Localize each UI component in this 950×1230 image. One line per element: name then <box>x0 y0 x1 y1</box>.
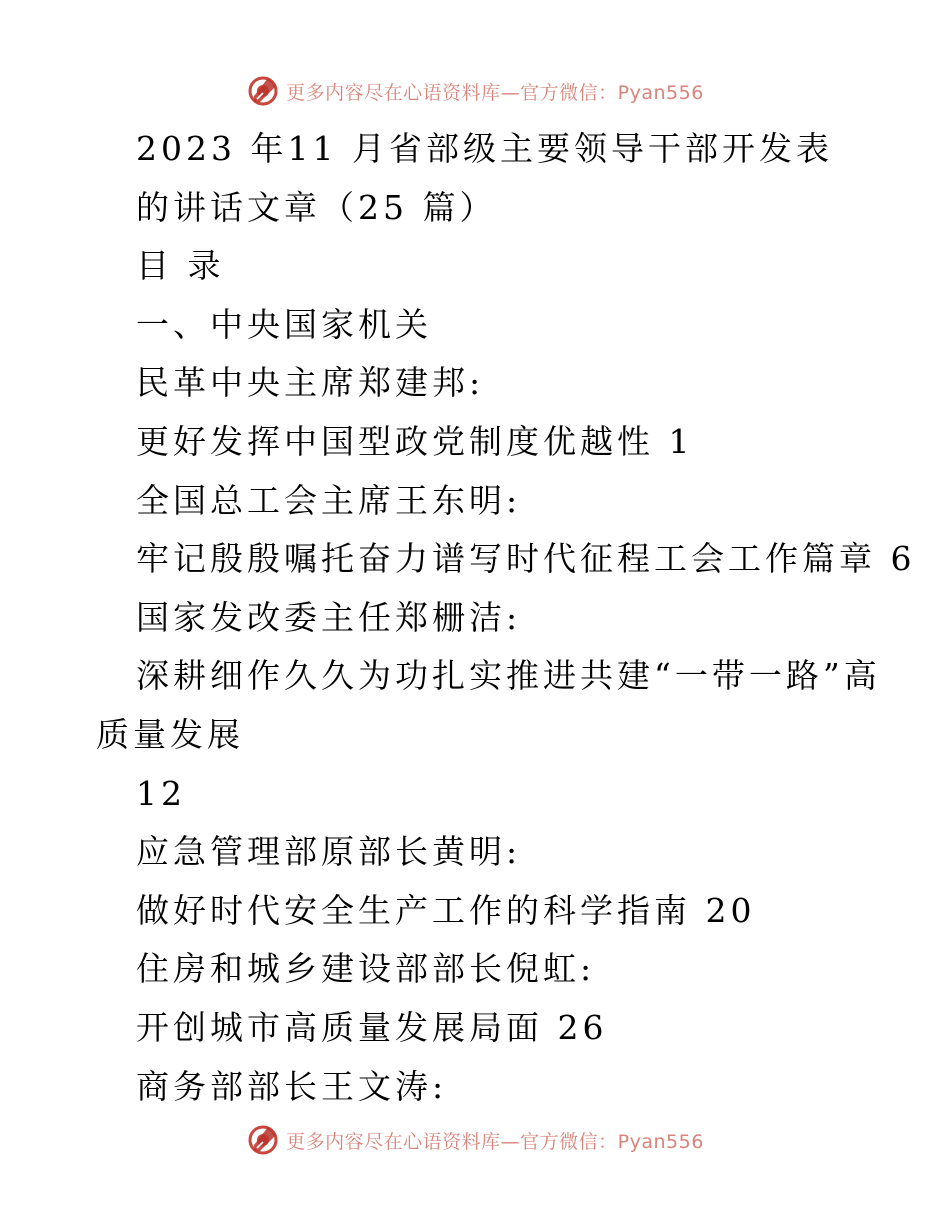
toc-author: 商务部部长王文涛: <box>136 1066 448 1106</box>
toc-entry: 做好时代安全生产工作的科学指南 20 <box>136 890 756 930</box>
watermark-footer <box>0 1120 950 1160</box>
toc-entry: 更好发挥中国型政党制度优越性 1 <box>136 421 694 461</box>
toc-heading: 目 录 <box>136 246 225 286</box>
watermark-header <box>0 71 950 111</box>
toc-author: 全国总工会主席王东明: <box>136 480 522 520</box>
toc-entry-continuation: 质量发展 <box>96 714 244 754</box>
toc-section-heading: 一、中央国家机关 <box>136 304 432 344</box>
toc-entry: 牢记殷殷嘱托奋力谱写时代征程工会工作篇章 6 <box>136 539 916 579</box>
pen-logo-icon <box>246 74 280 108</box>
toc-entry: 深耕细作久久为功扎实推进共建“一带一路”高 <box>136 656 881 696</box>
toc-author: 应急管理部原部长黄明: <box>136 832 522 872</box>
document-title-line-1: 2023 年11 月省部级主要领导干部开发表 <box>136 129 833 168</box>
toc-author: 住房和城乡建设部部长倪虹: <box>136 949 596 989</box>
watermark-text: 更多内容尽在心语资料库—官方微信：Pyan556 <box>286 81 704 104</box>
toc-page-number: 12 <box>136 773 186 813</box>
pen-logo-icon <box>246 1123 280 1157</box>
toc-author: 民革中央主席郑建邦: <box>136 363 485 403</box>
toc-entry: 开创城市高质量发展局面 26 <box>136 1007 608 1047</box>
watermark-text: 更多内容尽在心语资料库—官方微信：Pyan556 <box>286 1130 704 1153</box>
toc-author: 国家发改委主任郑栅洁: <box>136 597 522 637</box>
document-body <box>0 120 950 1116</box>
document-title-line-2: 的讲话文章（25 篇） <box>136 187 497 227</box>
